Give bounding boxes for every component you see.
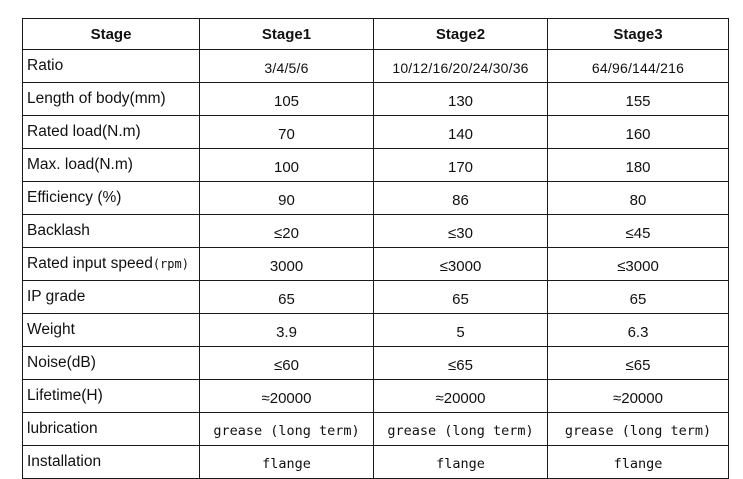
- value-cell-stage2: 170: [374, 149, 548, 182]
- value-cell-stage1: grease (long term): [200, 413, 374, 446]
- value-cell-stage3: flange: [548, 446, 729, 479]
- value-cell-stage1: 105: [200, 83, 374, 116]
- value-cell-stage1: ≤60: [200, 347, 374, 380]
- value-cell-stage3: 155: [548, 83, 729, 116]
- value-cell-stage3: ≤45: [548, 215, 729, 248]
- row-label-text: Ratio: [27, 57, 64, 74]
- row-label-text: Length of body(mm): [27, 90, 166, 107]
- value-cell-stage2: 10/12/16/20/24/30/36: [374, 50, 548, 83]
- row-label: [23, 380, 200, 413]
- table-row: [23, 116, 729, 149]
- value-cell-stage2: flange: [374, 446, 548, 479]
- value-cell-stage2: 65: [374, 281, 548, 314]
- value-cell-stage1: 100: [200, 149, 374, 182]
- row-label: [23, 50, 200, 83]
- table-row: [23, 182, 729, 215]
- value-cell-stage3: 6.3: [548, 314, 729, 347]
- row-label-text: IP grade: [27, 288, 86, 305]
- row-label: [23, 83, 200, 116]
- row-label-text: Rated input speed: [27, 255, 153, 272]
- row-label: [23, 149, 200, 182]
- value-cell-stage2: ≈20000: [374, 380, 548, 413]
- table-row: [23, 281, 729, 314]
- value-cell-stage1: 3000: [200, 248, 374, 281]
- row-label-text: Backlash: [27, 222, 90, 239]
- value-cell-stage2: ≤3000: [374, 248, 548, 281]
- value-cell-stage3: 80: [548, 182, 729, 215]
- row-label: [23, 314, 200, 347]
- row-label: [23, 413, 200, 446]
- value-cell-stage2: ≤30: [374, 215, 548, 248]
- table-row: [23, 215, 729, 248]
- value-cell-stage2: ≤65: [374, 347, 548, 380]
- row-label-text: Efficiency (%): [27, 189, 122, 206]
- row-label-text: Weight: [27, 321, 75, 338]
- row-label-text: Noise(dB): [27, 354, 96, 371]
- spec-body: [23, 50, 729, 479]
- value-cell-stage1: 70: [200, 116, 374, 149]
- row-label: [23, 215, 200, 248]
- spec-table: [22, 18, 729, 479]
- value-cell-stage2: 86: [374, 182, 548, 215]
- row-label-text: Installation: [27, 453, 102, 470]
- value-cell-stage2: grease (long term): [374, 413, 548, 446]
- table-row: [23, 347, 729, 380]
- row-label-text: Rated load(N.m): [27, 123, 141, 140]
- header-stage2: Stage2: [374, 19, 548, 50]
- header-stage-label: Stage: [23, 19, 200, 50]
- row-label-text: Max. load(N.m): [27, 156, 133, 173]
- row-label-text: lubrication: [27, 420, 98, 437]
- value-cell-stage1: 3.9: [200, 314, 374, 347]
- value-cell-stage3: grease (long term): [548, 413, 729, 446]
- row-label: [23, 281, 200, 314]
- row-label: [23, 248, 200, 281]
- value-cell-stage3: 65: [548, 281, 729, 314]
- table-row: [23, 314, 729, 347]
- header-row: [23, 19, 729, 50]
- table-row: [23, 83, 729, 116]
- value-cell-stage2: 5: [374, 314, 548, 347]
- row-label: [23, 182, 200, 215]
- row-label: [23, 446, 200, 479]
- table-row: [23, 149, 729, 182]
- value-cell-stage1: 65: [200, 281, 374, 314]
- table-row: [23, 380, 729, 413]
- value-cell-stage2: 140: [374, 116, 548, 149]
- value-cell-stage1: ≈20000: [200, 380, 374, 413]
- row-label: [23, 347, 200, 380]
- value-cell-stage3: 180: [548, 149, 729, 182]
- value-cell-stage3: ≤3000: [548, 248, 729, 281]
- row-label: [23, 116, 200, 149]
- row-label-text: Lifetime(H): [27, 387, 103, 404]
- header-stage1: Stage1: [200, 19, 374, 50]
- value-cell-stage1: ≤20: [200, 215, 374, 248]
- value-cell-stage3: ≤65: [548, 347, 729, 380]
- value-cell-stage3: 160: [548, 116, 729, 149]
- table-row: [23, 50, 729, 83]
- table-row: [23, 248, 729, 281]
- header-stage3: Stage3: [548, 19, 729, 50]
- value-cell-stage1: flange: [200, 446, 374, 479]
- table-row: [23, 446, 729, 479]
- table-row: [23, 413, 729, 446]
- row-label-unit: (rpm): [152, 257, 189, 271]
- value-cell-stage1: 90: [200, 182, 374, 215]
- value-cell-stage1: 3/4/5/6: [200, 50, 374, 83]
- value-cell-stage2: 130: [374, 83, 548, 116]
- value-cell-stage3: 64/96/144/216: [548, 50, 729, 83]
- value-cell-stage3: ≈20000: [548, 380, 729, 413]
